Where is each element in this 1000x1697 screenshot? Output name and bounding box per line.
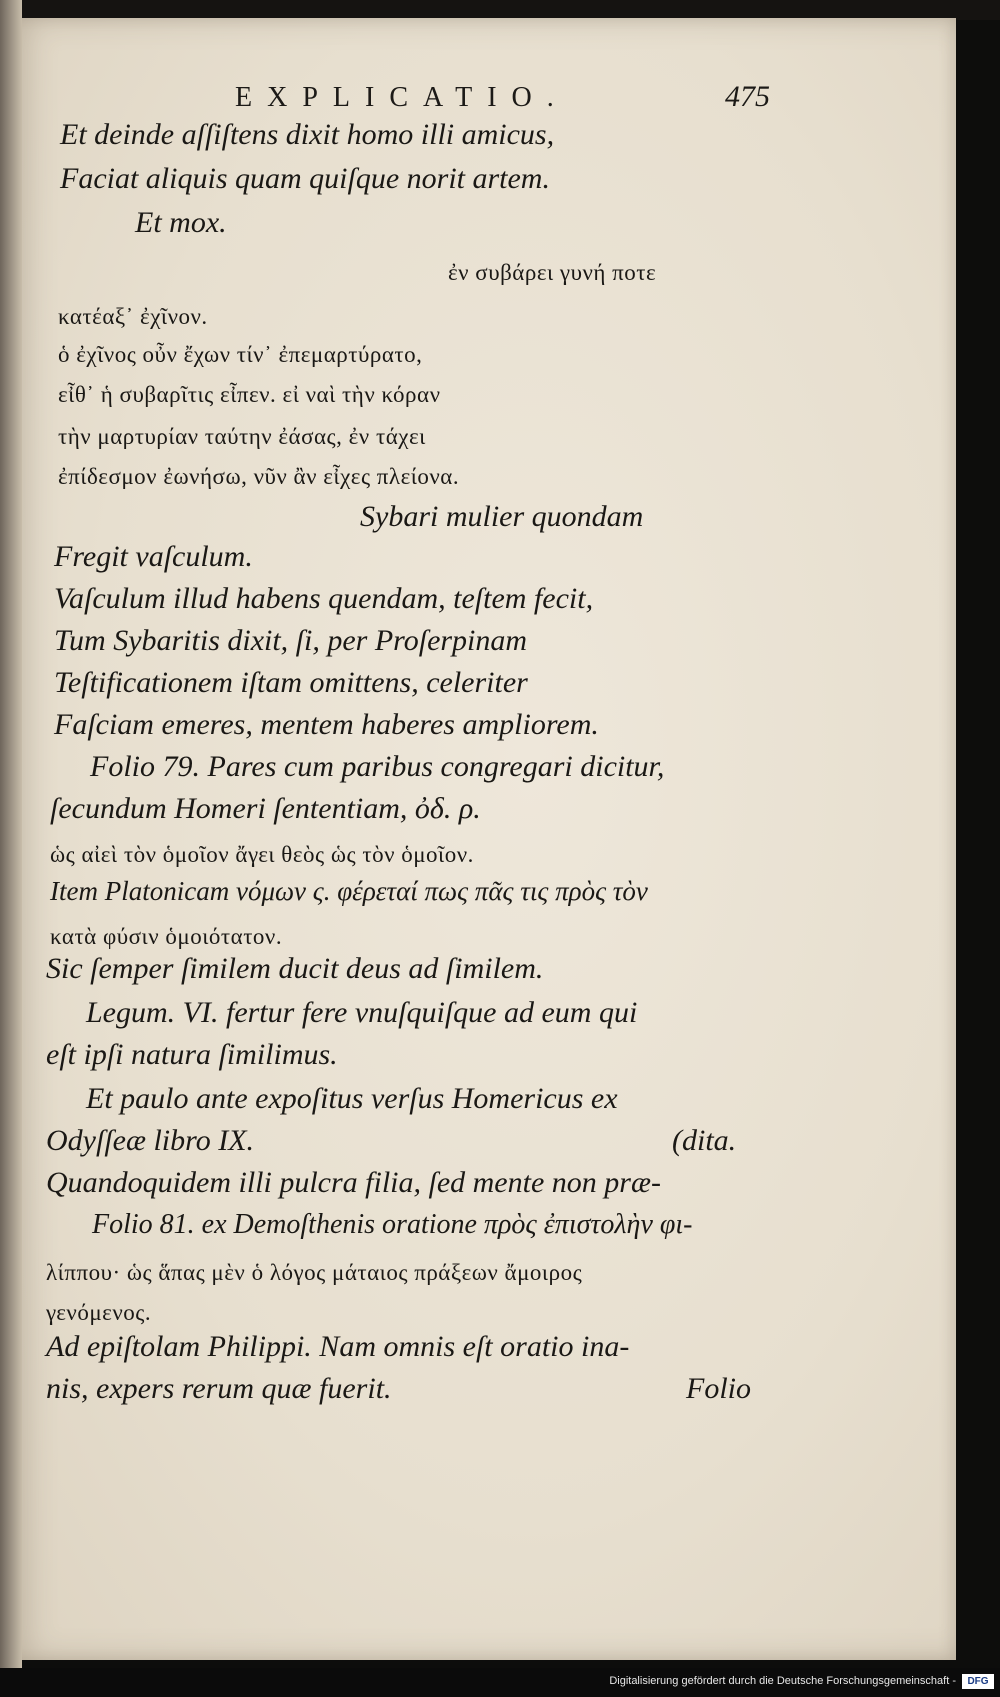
page-number: 475 xyxy=(725,80,770,113)
text-line: Sic ſemper ſimilem ducit deus ad ſimilem. xyxy=(46,952,544,985)
text-line: Faſciam emeres, mentem haberes ampliorem. xyxy=(54,708,599,741)
running-title: EXPLICATIO. xyxy=(235,82,569,113)
greek-line: λίππου· ὡς ἅπας μὲν ὁ λόγος μάταιος πράξεων ἄμοιρος xyxy=(46,1260,583,1285)
text-line: Et mox. xyxy=(135,206,227,239)
footer-bar xyxy=(0,1668,1000,1697)
text-line: Et deinde aſſiſtens dixit homo illi amicus, xyxy=(60,118,555,151)
text-line: Quandoquidem illi pulcra filia, ſed mente non præ- xyxy=(46,1166,661,1199)
greek-line: τὴν μαρτυρίαν ταύτην ἐάσας, ἐν τάχει xyxy=(58,424,426,449)
text-line: Tum Sybaritis dixit, ſi, per Proſerpinam xyxy=(54,624,528,657)
dfg-logo: DFG xyxy=(962,1674,994,1689)
text-line: Folio 81. ex Demoſthenis oratione πρὸς ἐπιστολὴν φι- xyxy=(92,1209,693,1240)
text-line: Item Platonicam νόμων ς. φέρεταί πως πᾶς τις πρὸς τὸν xyxy=(50,876,648,906)
greek-line: ὁ ἐχῖνος οὖν ἔχων τίν᾽ ἐπεμαρτύρατο, xyxy=(58,342,423,367)
greek-line: ἐν συβάρει γυνή ποτε xyxy=(448,260,657,285)
text-line: Folio 79. Pares cum paribus congregari dicitur, xyxy=(90,750,665,783)
greek-line: κατέαξ᾽ ἐχῖνον. xyxy=(58,304,208,329)
greek-line: ὡς αἰεὶ τὸν ὁμοῖον ἄγει θεὸς ὡς τὸν ὁμοῖον. xyxy=(50,842,474,867)
text-line: ſecundum Homeri ſententiam, ὀδ. ρ. xyxy=(50,792,481,825)
funding-credit: Digitalisierung gefördert durch die Deutsche Forschungsgemeinschaft - xyxy=(609,1675,956,1687)
text-line: Ad epiſtolam Philippi. Nam omnis eſt oratio ina- xyxy=(46,1330,630,1363)
scan-top-strip xyxy=(0,0,1000,20)
text-line: Fregit vaſculum. xyxy=(54,540,253,573)
text-line: eſt ipſi natura ſimilimus. xyxy=(46,1038,338,1071)
greek-line: ἐπίδεσμον ἐωνήσω, νῦν ἂν εἶχες πλείονα. xyxy=(58,464,460,489)
page-edge xyxy=(0,0,22,1697)
text-line: nis, expers rerum quæ fuerit. xyxy=(46,1372,392,1405)
greek-line: κατὰ φύσιν ὁμοιότατον. xyxy=(50,924,283,949)
text-line: Teſtificationem iſtam omittens, celeriter xyxy=(54,666,528,699)
greek-line: εἶθ᾽ ἡ συβαρῖτις εἶπεν. εἰ ναὶ τὴν κόραν xyxy=(58,382,441,407)
text-line: Sybari mulier quondam xyxy=(360,500,644,533)
text-line: Et paulo ante expoſitus verſus Homericus ex xyxy=(86,1082,618,1115)
catchword: Folio xyxy=(686,1372,751,1405)
text-line: Odyſſeæ libro IX. xyxy=(46,1124,255,1157)
greek-line: γενόμενος. xyxy=(46,1300,152,1325)
text-line: Faciat aliquis quam quiſque norit artem. xyxy=(60,162,550,195)
text-line: (dita. xyxy=(672,1124,737,1157)
text-line: Vaſculum illud habens quendam, teſtem fecit, xyxy=(54,582,594,615)
text-line: Legum. VI. fertur fere vnuſquiſque ad eum qui xyxy=(86,996,638,1029)
